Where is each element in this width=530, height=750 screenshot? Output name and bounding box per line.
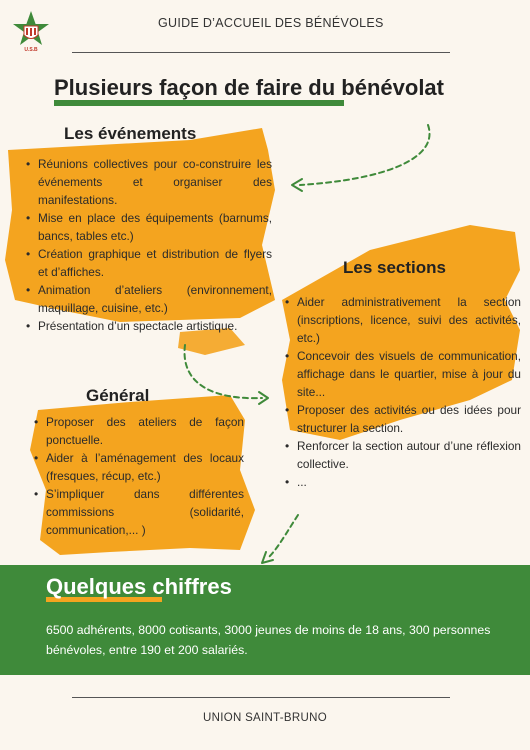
- list-item: • Animation d’ateliers (environnement, maquillage, cuisine, etc.): [26, 281, 272, 317]
- star-shield-logo-icon: [12, 10, 50, 52]
- header-divider: [72, 52, 450, 53]
- list-item: • Présentation d’un spectacle artistique.: [26, 317, 272, 335]
- dashed-arrow-icon: [185, 345, 268, 404]
- events-list: [26, 155, 272, 335]
- list-item: • Proposer des ateliers de façon ponctuelle.: [34, 413, 244, 449]
- list-item: • Aider à l’aménagement des locaux (fresques, récup, etc.): [34, 449, 244, 485]
- header-title: GUIDE D’ACCUEIL DES BÉNÉVOLES: [158, 16, 384, 30]
- dashed-arrow-icon: [262, 515, 298, 563]
- list-item: • Création graphique et distribution de flyers et d’affiches.: [26, 245, 272, 281]
- list-item: • Aider administrativement la section (inscriptions, licence, suivi des activités, etc.): [285, 293, 521, 347]
- list-item: • Renforcer la section autour d’une réflexion collective.: [285, 437, 521, 473]
- list-item: • Réunions collectives pour co-construire les événements et organiser des manifestations.: [26, 155, 272, 209]
- logo-text: U.S.B: [24, 47, 38, 52]
- list-item: • Mise en place des équipements (barnums, bancs, tables etc.): [26, 209, 272, 245]
- list-item: • S’impliquer dans différentes commissions (solidarité, communication,... ): [34, 485, 244, 539]
- figures-heading: Quelques chiffres: [46, 574, 232, 599]
- footer-text: UNION SAINT-BRUNO: [203, 712, 327, 724]
- list-item: • ...: [285, 473, 521, 491]
- list-item: • Concevoir des visuels de communication, affichage dans le quartier, mise à jour du site...: [285, 347, 521, 401]
- general-list: [34, 413, 244, 539]
- figures-text: 6500 adhérents, 8000 cotisants, 3000 jeunes de moins de 18 ans, 300 personnes bénévoles, entre 190 et 200 salariés.: [46, 623, 491, 657]
- list-item: • Proposer des activités ou des idées pour structurer la section.: [285, 401, 521, 437]
- general-heading: Général: [86, 386, 150, 405]
- events-heading: Les événements: [64, 124, 197, 143]
- page-title: Plusieurs façon de faire du bénévolat: [54, 75, 444, 100]
- footer-divider: [72, 697, 450, 698]
- dashed-arrow-icon: [292, 125, 430, 191]
- sections-heading: Les sections: [343, 258, 446, 277]
- sections-list: [285, 293, 521, 491]
